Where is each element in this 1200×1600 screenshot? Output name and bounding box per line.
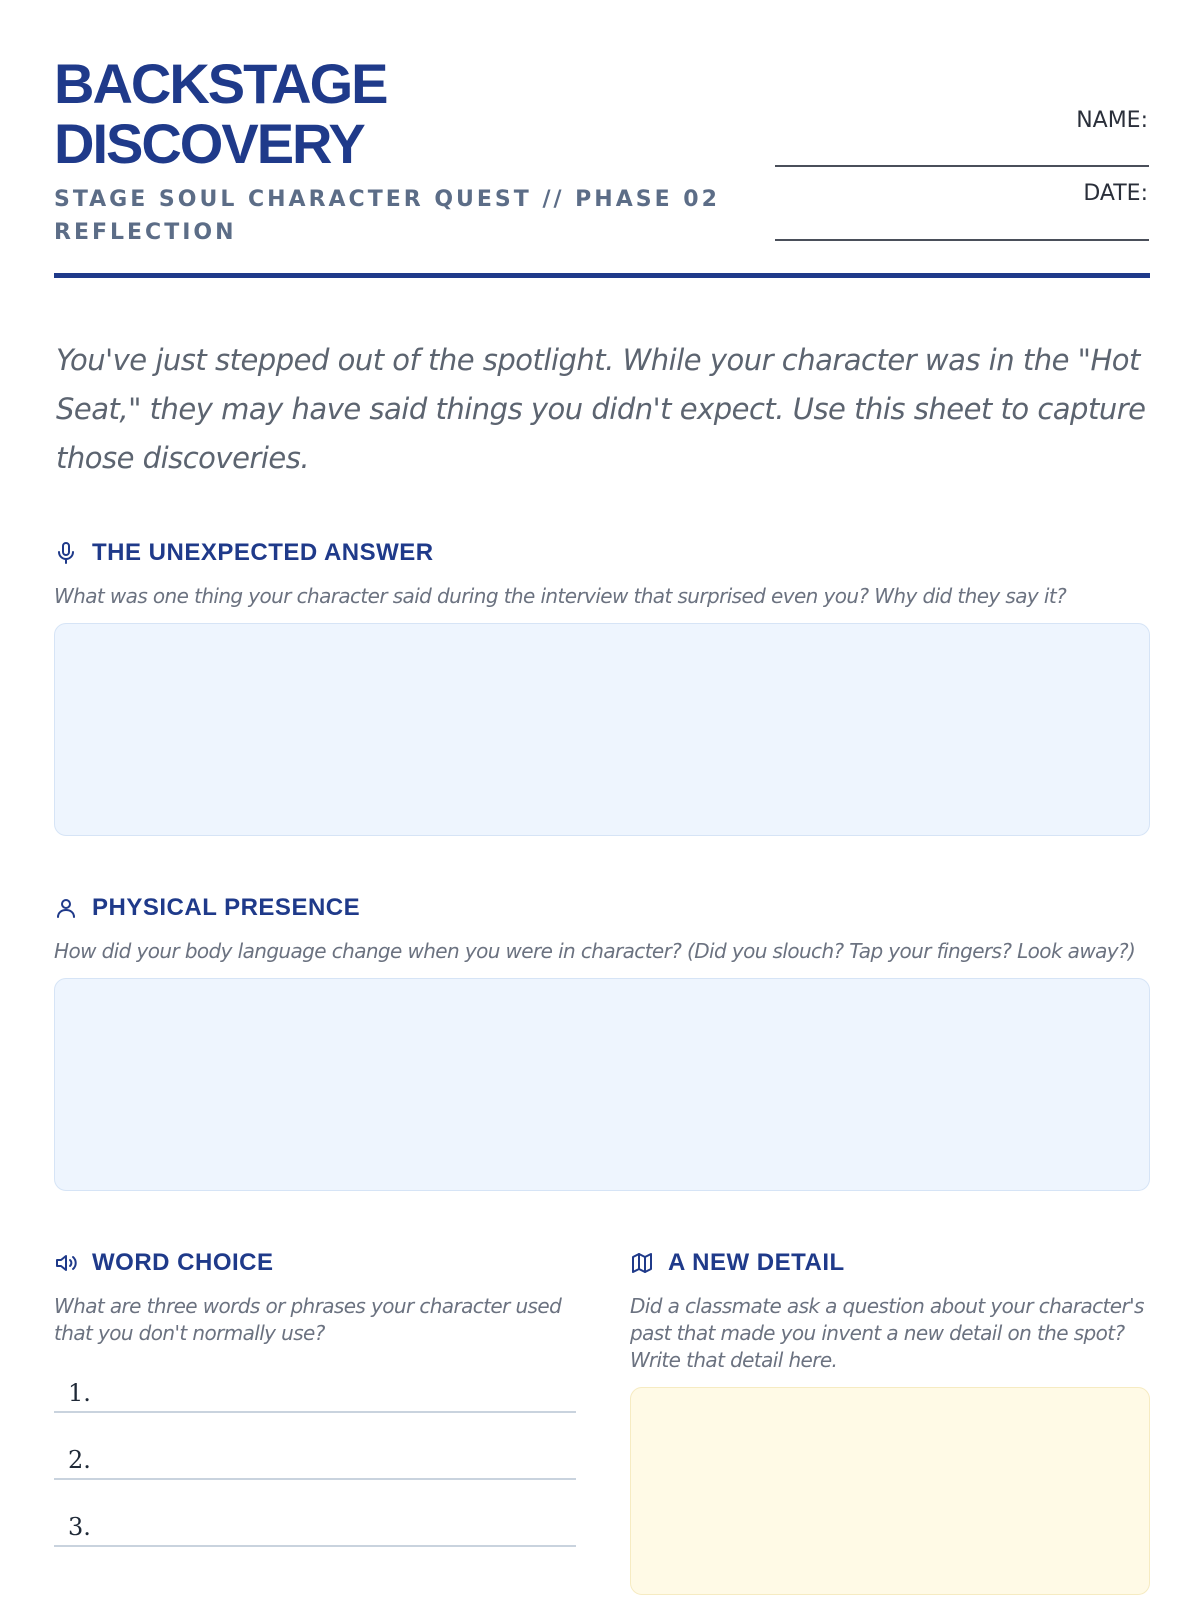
- section-new-detail-title: A NEW DETAIL: [668, 1249, 845, 1276]
- header-divider: [54, 273, 1150, 278]
- date-label: DATE:: [1083, 181, 1148, 206]
- section-physical-title: PHYSICAL PRESENCE: [92, 894, 361, 921]
- section-unexpected-title: THE UNEXPECTED ANSWER: [92, 539, 434, 566]
- name-field[interactable]: [775, 165, 1149, 167]
- microphone-icon: [54, 541, 78, 565]
- section-new-detail-header: [630, 1249, 845, 1277]
- word-choice-line-2[interactable]: [54, 1430, 576, 1480]
- section-new-detail-prompt: Did a classmate ask a question about your character's past that made you invent a new detail on the spot? Write that detail here.: [630, 1294, 1144, 1372]
- section-word-choice-prompt: What are three words or phrases your character used that you don't normally use?: [54, 1294, 562, 1345]
- speaker-icon: [54, 1251, 78, 1275]
- physical-presence-box[interactable]: [54, 978, 1150, 1191]
- word-choice-line-3[interactable]: [54, 1497, 576, 1547]
- section-physical-prompt: How did your body language change when you were in character? (Did you slouch? Tap your fingers? Look away?): [54, 939, 1136, 963]
- unexpected-answer-box[interactable]: [54, 623, 1150, 836]
- title-line-2: DISCOVERY: [54, 112, 364, 175]
- word-choice-number-2: 2.: [68, 1446, 91, 1474]
- section-word-choice-title: WORD CHOICE: [92, 1249, 274, 1276]
- section-unexpected-prompt: What was one thing your character said during the interview that surprised even you? Why did they say it?: [54, 584, 1067, 608]
- section-physical-header: [54, 894, 360, 922]
- page-subtitle: STAGE SOUL CHARACTER QUEST // PHASE 02 REFLECTION: [54, 187, 720, 245]
- date-field[interactable]: [775, 239, 1149, 241]
- name-label: NAME:: [1076, 108, 1148, 133]
- section-word-choice-header: [54, 1249, 274, 1277]
- title-line-1: BACKSTAGE: [54, 52, 387, 115]
- page-title: [54, 54, 694, 174]
- new-detail-box[interactable]: [630, 1387, 1150, 1595]
- map-icon: [630, 1251, 654, 1275]
- person-icon: [54, 896, 78, 920]
- word-choice-line-1[interactable]: [54, 1363, 576, 1413]
- section-unexpected-header: [54, 539, 434, 567]
- word-choice-number-1: 1.: [68, 1379, 91, 1407]
- intro-text: You've just stepped out of the spotlight. While your character was in the "Hot Seat," they may have said things you didn't expect. Use this sheet to capture those discoveries.: [56, 343, 1146, 475]
- word-choice-number-3: 3.: [68, 1513, 91, 1541]
